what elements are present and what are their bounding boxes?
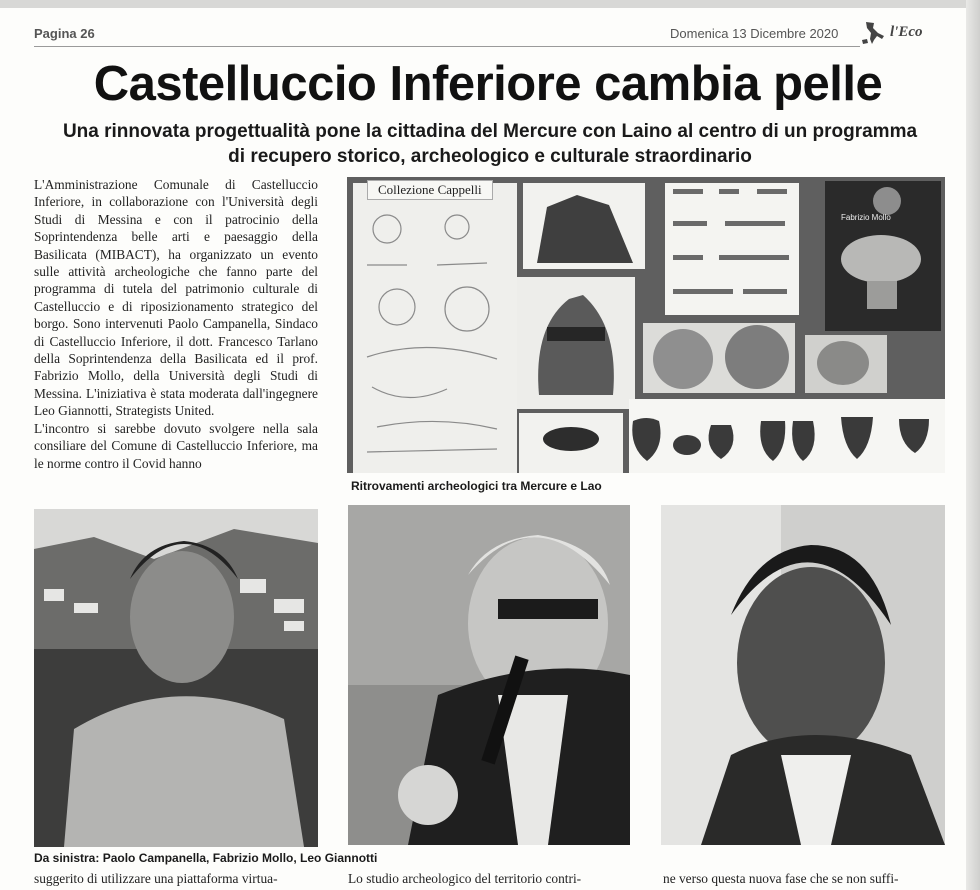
bottom-line-col-3: ne verso questa nuova fase che se non suffi-: [663, 871, 899, 886]
photo-leo-giannotti: [661, 505, 945, 845]
page-right-edge: [966, 0, 980, 890]
collection-label: Collezione Cappelli: [367, 180, 493, 200]
bottom-line-col-2: Lo studio archeologico del territorio contri-: [348, 871, 582, 886]
italy-map-icon: [860, 20, 890, 46]
newspaper-logo: [860, 20, 950, 46]
logo-text: l'Eco: [890, 24, 923, 40]
paragraph-2: L'incontro si sarebbe dovuto svolgere nella sala consiliare del Comune di Castelluccio Inferiore, ma le norme contro il Covid hanno: [34, 420, 318, 471]
article-title: Castelluccio Inferiore cambia pelle: [93, 57, 883, 111]
caption-portraits: Da sinistra: Paolo Campanella, Fabrizio Mollo, Leo Giannotti: [34, 851, 378, 865]
issue-date: Domenica 13 Dicembre 2020: [670, 26, 839, 41]
page-top-edge: [0, 0, 980, 8]
article-column-1: [34, 176, 318, 472]
photo-fabrizio-mollo: [348, 505, 630, 845]
video-name-tag: Fabrizio Mollo: [841, 213, 891, 222]
caption-archaeology: Ritrovamenti archeologici tra Mercure e Lao: [351, 479, 602, 493]
paragraph-1: L'Amministrazione Comunale di Castelluccio Inferiore, in collaborazione con l'Università degli Studi di Messina e con il patrocinio della Soprintendenza belle arti e paesaggio della Basilicata (MIBACT), ha organizzato un evento sulle attività archeologiche che fanno parte del programma di tutela del patrimonio culturale di Castelluccio e di riposizionamento strategico del borgo. Sono intervenuti Paolo Campanella, Sindaco di Castelluccio Inferiore, il dott. Francesco Tarlano della Soprintendenza della Basilicata ed il prof. Fabrizio Mollo, della Università degli Studi di Messina. L'iniziativa è stata moderata dall'ingegnere Leo Giannotti, Strategists United.: [34, 177, 318, 419]
page-number: Pagina 26: [34, 26, 95, 41]
article-subtitle: Una rinnovata progettualità pone la cittadina del Mercure con Laino al centro di un programma di recupero storico, archeologico e culturale straordinario: [62, 121, 918, 167]
archaeology-photo: [347, 177, 945, 473]
bottom-line-col-1: suggerito di utilizzare una piattaforma virtua-: [34, 871, 278, 886]
page-header: [34, 24, 946, 46]
photo-paolo-campanella: [34, 509, 318, 847]
header-rule: [34, 46, 860, 47]
